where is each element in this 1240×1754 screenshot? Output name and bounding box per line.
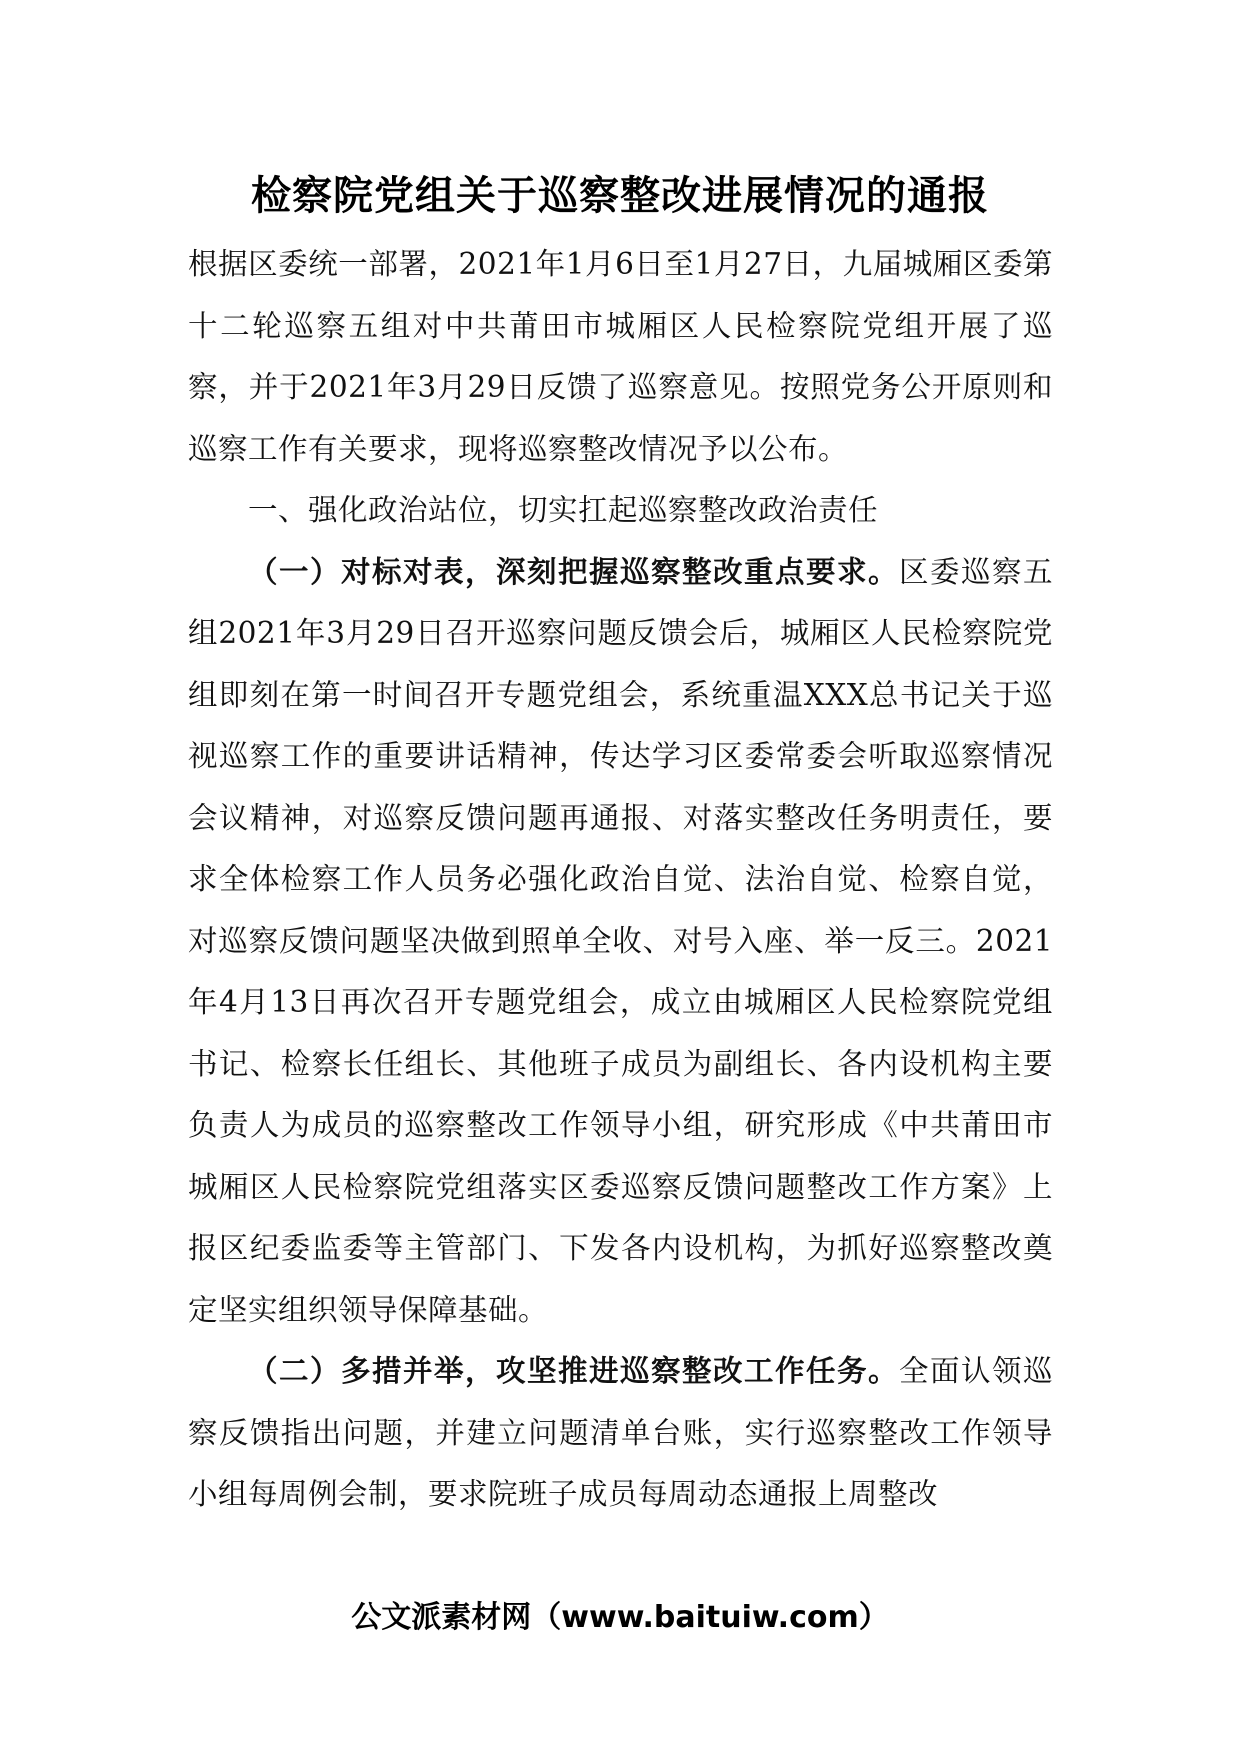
subsection-lead: （二）多措并举，攻坚推进巡察整改工作任务。 bbox=[248, 1354, 899, 1388]
section-heading-1 bbox=[188, 480, 1053, 542]
paragraph-text: 区委巡察五组2021年3月29日召开巡察问题反馈会后，城厢区人民检察院党组即刻在第一时间召开专题党组会，系统重温XXX总书记关于巡视巡察工作的重要讲话精神，传达学习区委常委会听取巡察情况会议精神，对巡察反馈问题再通报、对落实整改任务明责任，要求全体检察工作人员务必强化政治自觉、法治自觉、检察自觉，对巡察反馈问题坚决做到照单全收、对号入座、举一反三。2021年4月13日再次召开专题党组会，成立由城厢区人民检察院党组书记、检察长任组长、其他班子成员为副组长、各内设机构主要负责人为成员的巡察整改工作领导小组，研究形成《中共莆田市城厢区人民检察院党组落实区委巡察反馈问题整改工作方案》上报区纪委监委等主管部门、下发各内设机构，为抓好巡察整改奠定坚实组织领导保障基础。 bbox=[188, 554, 1053, 1327]
page-footer-source: 公文派素材网（www.baituiw.com） bbox=[351, 1600, 889, 1635]
section-heading-text: 一、强化政治站位，切实扛起巡察整改政治责任 bbox=[248, 493, 879, 527]
document-body bbox=[188, 234, 1053, 1526]
paragraph-text: 根据区委统一部署，2021年1月6日至1月27日，九届城厢区委第十二轮巡察五组对中共莆田市城厢区人民检察院党组开展了巡察，并于2021年3月29日反馈了巡察意见。按照党务公开原则和巡察工作有关要求，现将巡察整改情况予以公布。 bbox=[188, 247, 1053, 466]
document-title: 检察院党组关于巡察整改进展情况的通报 bbox=[251, 173, 989, 219]
paragraph-intro bbox=[188, 234, 1053, 480]
subsection-lead: （一）对标对表，深刻把握巡察整改重点要求。 bbox=[248, 554, 899, 589]
paragraph-text: 全面认领巡察反馈指出问题，并建立问题清单台账，实行巡察整改工作领导小组每周例会制，要求院班子成员每周动态通报上周整改 bbox=[188, 1354, 1053, 1511]
paragraph-subsection-2 bbox=[188, 1341, 1053, 1526]
paragraph-subsection-1 bbox=[188, 542, 1053, 1342]
